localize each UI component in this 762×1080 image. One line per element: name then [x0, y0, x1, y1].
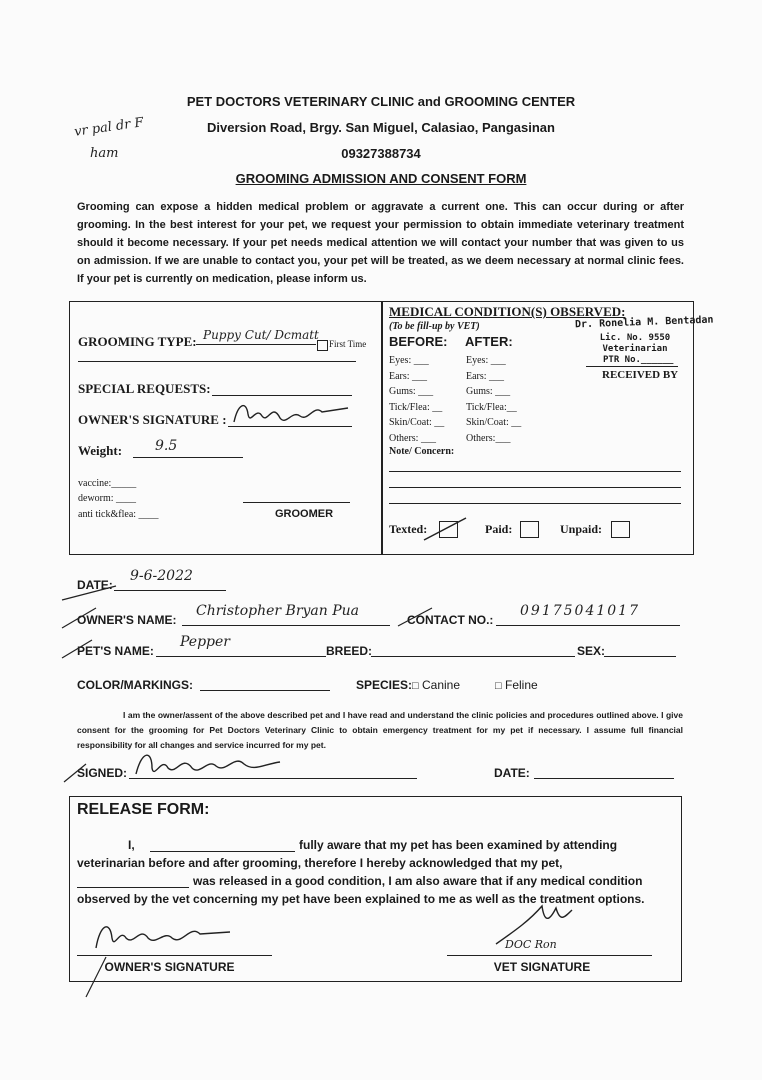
after-eyes: Eyes: ___ — [466, 355, 506, 366]
note-line-3[interactable] — [389, 503, 681, 504]
species-label: SPECIES: — [356, 678, 413, 692]
groomer-line — [243, 502, 350, 503]
after-label: AFTER: — [465, 334, 513, 349]
signed-strike — [62, 762, 90, 784]
antitick-label: anti tick&flea: ____ — [78, 509, 159, 520]
date-strike — [60, 584, 120, 602]
panel-divider — [381, 301, 383, 554]
weight-line — [133, 457, 243, 458]
vet-signature-line[interactable] — [447, 955, 652, 956]
margin-note-2: ham — [90, 146, 119, 161]
vet-signature-name: DOC Ron — [505, 938, 557, 951]
owner-signature-label: OWNER'S SIGNATURE : — [78, 412, 227, 427]
medical-condition-subtitle: (To be fill-up by VET) — [389, 321, 480, 332]
owner-signature-strike — [82, 955, 110, 1001]
date-label: DATE: — [77, 578, 113, 592]
owner-name-line — [182, 625, 390, 626]
received-by-label: RECEIVED BY — [602, 369, 679, 381]
release-line2: veterinarian before and after grooming, therefore I hereby acknowledged that my pet, — [77, 856, 563, 870]
vet-stamp-lic: Lic. No. 9550 — [599, 333, 671, 343]
owner-name-label: OWNER'S NAME: — [77, 613, 177, 627]
clinic-phone: 09327388734 — [341, 146, 421, 161]
release-owner-name-line[interactable] — [150, 851, 295, 852]
vet-stamp-ptr: PTR No.______ — [603, 355, 674, 365]
owner-name-strike — [60, 606, 100, 630]
clinic-address: Diversion Road, Brgy. San Miguel, Calasiao, Pangasinan — [207, 120, 555, 135]
signed-scribble — [130, 746, 290, 782]
sex-label: SEX: — [577, 644, 606, 658]
pet-name-strike — [60, 638, 96, 660]
medical-condition-title: MEDICAL CONDITION(S) OBSERVED: — [389, 304, 626, 319]
paid-label: Paid: — [485, 522, 513, 536]
before-eyes: Eyes: ___ — [389, 355, 429, 366]
first-time-label: First Time — [329, 339, 367, 349]
note-line-2[interactable] — [389, 487, 681, 488]
received-by-line — [586, 366, 678, 367]
canine-label: Canine — [422, 678, 461, 692]
after-skincoat: Skin/Coat: __ — [466, 417, 522, 428]
groomer-label: GROOMER — [275, 508, 334, 520]
unpaid-checkbox[interactable] — [611, 521, 630, 539]
release-pet-name-line[interactable] — [77, 887, 189, 888]
before-skincoat: Skin/Coat: __ — [389, 417, 445, 428]
signed-date-label: DATE: — [494, 766, 530, 780]
release-line4: observed by the vet concerning my pet have been explained to me as well as the treatment options. — [77, 892, 645, 906]
grooming-type-line — [196, 344, 316, 345]
vet-stamp-name: Dr. Ronelia M. Bentadan — [574, 314, 714, 331]
clinic-name: PET DOCTORS VETERINARY CLINIC and GROOMING CENTER — [186, 94, 576, 109]
special-requests-label: SPECIAL REQUESTS: — [78, 381, 211, 396]
grooming-type-label: GROOMING TYPE: — [78, 334, 197, 349]
note-concern-label: Note/ Concern: — [389, 446, 455, 457]
before-ears: Ears: ___ — [389, 370, 428, 382]
release-line3-post: was released in a good condition, I am also aware that if any medical condition — [193, 874, 643, 888]
grooming-type-line-2 — [78, 361, 356, 362]
pet-name-label: PET'S NAME: — [77, 644, 154, 658]
before-tickflea: Tick/Flea: __ — [389, 401, 443, 413]
after-ears: Ears: ___ — [466, 370, 505, 382]
consent-paragraph: I am the owner/assent of the above described pet and I have read and understand the clinic policies and procedures outlined above. I give consent for the grooming for Pet Doctors Veterinary Clinic to obtain emergency treatment for my pet if necessary. I assume full financial responsibility for all changes and service incurred for my pet. — [77, 710, 683, 750]
color-label: COLOR/MARKINGS: — [77, 678, 193, 692]
feline-label: Feline — [505, 678, 538, 692]
date-line — [114, 590, 226, 591]
note-line-1[interactable] — [389, 471, 681, 472]
weight-label: Weight: — [78, 443, 123, 458]
intro-paragraph: Grooming can expose a hidden medical problem or aggravate a current one. This can occur during or after grooming. In the best interest for your pet, we request your permission to obtain immediate veterinary treatment should it become necessary. If your pet needs medical attention we will contact your number that was given to us on admission. If we are unable to contact you, your pet will be treated, as we deem necessary at normal clinic fees. If your pet is currently on medication, please inform us. — [77, 201, 684, 285]
signed-label: SIGNED: — [77, 766, 128, 780]
vet-signature-label: VET SIGNATURE — [493, 960, 591, 974]
release-line1-post: fully aware that my pet has been examined by attending — [299, 838, 618, 852]
pet-name-line — [156, 656, 326, 657]
color-line[interactable] — [200, 690, 330, 691]
owner-signature-scribble — [228, 396, 358, 430]
before-list — [389, 353, 444, 446]
contact-value[interactable]: 09175041017 — [520, 603, 640, 619]
grooming-type-value[interactable]: Puppy Cut/ Dcmatt — [203, 328, 319, 342]
breed-label: BREED: — [326, 644, 373, 658]
after-others: Others:___ — [466, 432, 511, 444]
date-value[interactable]: 9-6-2022 — [130, 568, 193, 584]
vet-stamp-title: Veterinarian — [602, 344, 668, 354]
after-list — [466, 353, 521, 446]
before-others: Others: ___ — [389, 432, 436, 444]
contact-line — [496, 625, 680, 626]
breed-line[interactable] — [371, 656, 575, 657]
sex-line[interactable] — [604, 656, 676, 657]
deworm-label: deworm: ____ — [78, 493, 137, 504]
before-label: BEFORE: — [389, 334, 448, 349]
owner-signature-release-label: OWNER'S SIGNATURE — [104, 960, 235, 974]
unpaid-label: Unpaid: — [560, 522, 603, 536]
release-title: RELEASE FORM: — [77, 801, 210, 818]
before-gums: Gums: ___ — [389, 386, 434, 397]
vaccine-label: vaccine:_____ — [78, 478, 137, 489]
first-time-checkbox[interactable] — [317, 337, 328, 355]
weight-value[interactable]: 9.5 — [155, 438, 178, 454]
after-tickflea: Tick/Flea:__ — [466, 401, 517, 413]
after-gums: Gums: ___ — [466, 386, 511, 397]
paid-checkbox[interactable] — [520, 521, 539, 539]
texted-check-mark — [422, 514, 470, 544]
form-title: GROOMING ADMISSION AND CONSENT FORM — [235, 171, 527, 186]
texted-label: Texted: — [389, 522, 428, 536]
margin-note-1: vr pal dr F — [73, 115, 145, 140]
contact-strike — [396, 606, 436, 628]
species-canine-option[interactable]: □ Canine — [412, 678, 461, 692]
contact-label: CONTACT NO.: — [407, 613, 494, 627]
release-owner-scribble — [90, 916, 240, 954]
pet-name-value[interactable]: Pepper — [180, 634, 230, 650]
species-feline-option[interactable]: □ Feline — [495, 678, 538, 692]
release-line1-pre: I, — [128, 838, 135, 852]
owner-name-value[interactable]: Christopher Bryan Pua — [196, 603, 360, 619]
signed-date-line[interactable] — [534, 778, 674, 779]
